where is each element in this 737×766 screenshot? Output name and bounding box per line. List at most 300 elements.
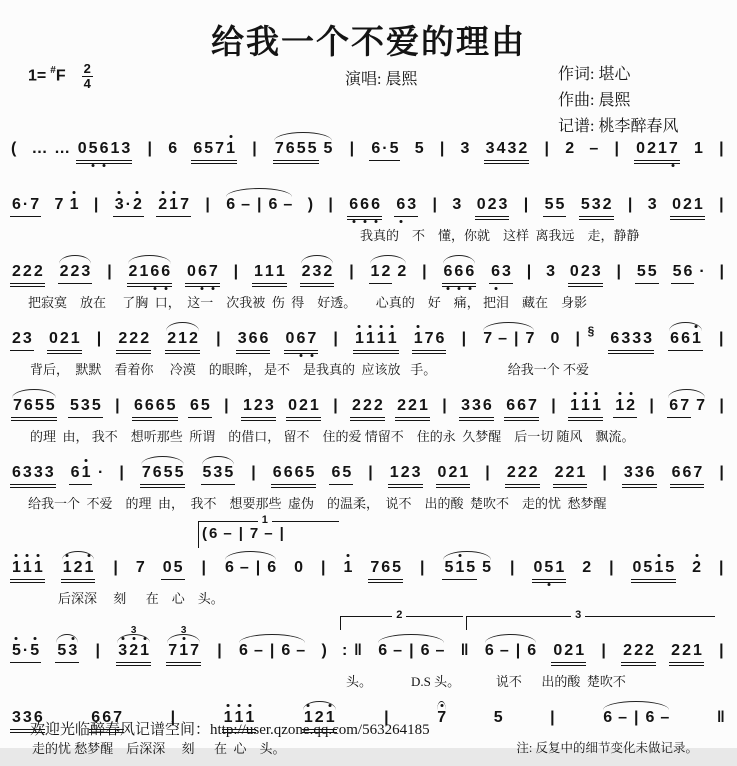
note-digit: 3 (121, 140, 131, 157)
note-digit: 3 (22, 709, 32, 726)
beam-group (127, 263, 173, 287)
note-digit: … (31, 140, 48, 157)
barline: | (526, 263, 532, 280)
note-digit: 3 (632, 330, 642, 347)
barline: | (224, 397, 229, 414)
note-digit: 5 (636, 263, 646, 280)
note-digit: 1 (418, 397, 428, 414)
note-digit: 6 (91, 709, 101, 726)
note-digit: 6 (681, 330, 690, 347)
note-digit: 2 (626, 397, 636, 414)
note-digit: 7 (190, 642, 199, 659)
barline: | (432, 196, 438, 213)
note-digit: 2 (301, 263, 311, 280)
note-digit: 6 (671, 464, 681, 481)
note-digit: 5 (444, 559, 454, 576)
note-digit: 1 (555, 559, 565, 576)
note-digit: 5 (493, 709, 503, 726)
beam-group (286, 397, 321, 421)
note-digit: 1 (243, 397, 252, 414)
note-digit: 6 (152, 464, 162, 481)
staff-line (10, 186, 726, 243)
note-digit: 2 (397, 263, 407, 280)
note-digit: 4 (496, 140, 506, 157)
beam-group (388, 464, 423, 488)
note-digit: 2 (682, 196, 692, 213)
notation-line (10, 130, 726, 164)
barline: | (510, 559, 515, 576)
beam-group (568, 397, 603, 421)
note-digit: 3 (643, 330, 653, 347)
barline: | (115, 397, 120, 414)
note-digit: 5 (342, 464, 352, 481)
volta-number: 1 (258, 514, 272, 526)
notation-line (10, 320, 726, 354)
note-digit: 6 (168, 140, 178, 157)
aug-dot: · (97, 464, 104, 481)
beam-group (551, 642, 586, 666)
slur-arc (54, 642, 80, 663)
note-digit: 2 (299, 397, 308, 414)
footer-link[interactable]: http://user.qzone.qq.com/563264185 (210, 722, 430, 738)
note-digit: 6 (189, 397, 199, 414)
dash-note: – (618, 709, 628, 726)
note-digit: 1 (576, 464, 586, 481)
note-digit: 7 (274, 140, 284, 157)
barline: | (719, 196, 724, 213)
note-digit: 6 (239, 642, 248, 659)
key-signature (28, 62, 93, 90)
note-digit: ‖ (716, 709, 725, 726)
slur-arc (441, 263, 478, 287)
note-digit: 6 (268, 196, 278, 213)
barline: | (95, 642, 100, 659)
barline: | (119, 464, 124, 481)
slur-arc (10, 397, 58, 421)
note-digit: 6 (371, 140, 381, 157)
note-digit: 1 (69, 196, 79, 213)
volta-row (10, 514, 726, 549)
note-digit: 1 (169, 196, 179, 213)
note-digit: 2 (580, 263, 590, 280)
note-digit: 7 (180, 196, 189, 213)
note-digit: 2 (140, 330, 150, 347)
note-digit: 7 (668, 140, 678, 157)
note-digit: 0 (553, 642, 563, 659)
note-digit: 6 (285, 140, 295, 157)
note-digit: 2 (59, 330, 69, 347)
note-digit: 6 (484, 642, 494, 659)
note-digit: 5 (672, 263, 682, 280)
beam-group (543, 196, 567, 217)
barline: | (602, 464, 607, 481)
note-digit: 6 (482, 397, 492, 414)
note-digit: 3 (114, 196, 124, 213)
note-digit: 2 (487, 196, 497, 213)
note-digit: 6 (226, 196, 236, 213)
note-digit: 2 (517, 464, 527, 481)
beam-group (58, 263, 93, 284)
dash-note: – (498, 330, 507, 347)
note-digit: 5 (12, 642, 21, 659)
barline: | (614, 140, 619, 157)
note-digit: 6 (248, 330, 258, 347)
note-digit: 6 (99, 140, 109, 157)
barline: | (252, 140, 257, 157)
beam-group (622, 464, 657, 488)
note-digit: 1 (81, 464, 91, 481)
note-digit: 1 (413, 330, 423, 347)
note-digit: 5 (555, 196, 565, 213)
note-digit: 1 (354, 330, 364, 347)
note-digit: 7 (208, 263, 218, 280)
note-digit: 1 (657, 140, 667, 157)
staff-line (10, 130, 726, 164)
slur-arc (237, 642, 307, 660)
note-digit: 6 (517, 397, 526, 414)
dash-note: – (283, 196, 293, 213)
barline: | (409, 642, 414, 659)
note-digit: 2 (518, 140, 528, 157)
note-digit: 2 (158, 196, 168, 213)
note-digit: 3 (546, 263, 556, 280)
note-digit: 3 (498, 196, 508, 213)
note-digit: 3 (22, 464, 32, 481)
slur-arc (115, 642, 152, 666)
beam-group (132, 397, 178, 421)
staff-line (10, 609, 726, 689)
note-digit: 2 (647, 140, 656, 157)
note-digit: 5 (466, 559, 476, 576)
note-digit: 0 (569, 263, 579, 280)
barline: | (523, 196, 529, 213)
note-digit: 1 (226, 140, 235, 157)
note-digit: 6 (193, 140, 203, 157)
aug-dot: · (125, 196, 131, 213)
note-digit: 1 (387, 330, 397, 347)
barline: | (96, 330, 102, 347)
beam-group (252, 263, 287, 287)
note-digit: 5 (392, 559, 402, 576)
slur-arc (272, 140, 335, 164)
note-digit: 3 (452, 196, 462, 213)
note-digit: 6 (70, 464, 80, 481)
beam-group (201, 464, 236, 485)
note-digit: 3 (213, 464, 223, 481)
note-digit: 7 (525, 330, 535, 347)
staff-line (10, 387, 726, 444)
note-digit: 6 (527, 642, 537, 659)
beam-group (353, 330, 399, 354)
note-digit: 5 (305, 464, 315, 481)
beam-group (61, 559, 96, 583)
note-digit: 6 (283, 464, 293, 481)
barline: | (719, 464, 724, 481)
beam-group (668, 330, 703, 351)
barline: | (485, 464, 490, 481)
beam-group (532, 559, 567, 583)
slur-arc (299, 263, 336, 287)
beam-group (484, 140, 530, 164)
slur-arc (376, 642, 446, 660)
note-digit: 7 (424, 330, 434, 347)
note-digit: 1 (455, 559, 465, 576)
barline: | (649, 397, 654, 414)
note-digit: 2 (671, 642, 681, 659)
note-digit: 0 (672, 196, 681, 213)
note-digit: 5 (647, 263, 657, 280)
notation-line (10, 632, 726, 666)
note-digit: 2 (448, 464, 458, 481)
note-digit: 1 (691, 330, 701, 347)
note-digit: 7 (215, 140, 225, 157)
beam-group (579, 196, 614, 220)
slur-arc (165, 642, 202, 666)
beam-group (504, 397, 539, 421)
lyrics-line: 我真的 不 懂，你就 这样 离我远 走，静静 (360, 228, 640, 243)
beam-group (634, 140, 680, 164)
beam-group (350, 397, 385, 421)
staff-line (10, 320, 726, 377)
note-digit: 2 (400, 464, 410, 481)
aug-dot: · (22, 642, 29, 659)
note-digit: 3 (407, 196, 417, 213)
note-digit: 1 (575, 642, 585, 659)
slur-arc (601, 709, 671, 727)
note-digit: 5 (202, 464, 212, 481)
notation-line (10, 387, 726, 421)
note-digit: 2 (189, 330, 198, 347)
slur-arc (666, 397, 707, 418)
note-digit: 1 (389, 464, 399, 481)
note-digit: 6 (443, 263, 453, 280)
note-digit: 0 (288, 397, 297, 414)
note-digit: 0 (476, 196, 486, 213)
barline: | (368, 464, 373, 481)
beam-group (613, 397, 637, 418)
time-signature (82, 62, 93, 90)
note-digit: 6 (465, 263, 475, 280)
note-digit: 2 (408, 397, 417, 414)
note-digit: 0 (550, 330, 560, 347)
lyrics-line: 把寂寞 放在 了胸 口， 这一 次我被 伤 得 好透。 心真的 好 痛， 把泪 藏在 身影 (28, 295, 588, 310)
barline: | (544, 140, 549, 157)
note-digit: 1 (264, 263, 274, 280)
notation-line (10, 253, 726, 287)
slur-arc (164, 330, 201, 354)
note-digit: 2 (314, 709, 324, 726)
beam-group (489, 263, 513, 284)
note-digit: 3 (472, 397, 481, 414)
note-digit: 2 (352, 397, 361, 414)
note-digit: 5 (389, 140, 399, 157)
note-digit: 2 (528, 464, 538, 481)
dash-note: – (296, 642, 306, 659)
note-digit: 2 (554, 464, 564, 481)
note-digit: 1 (254, 263, 263, 280)
note-digit: 5 (544, 196, 554, 213)
note-digit: 5 (414, 140, 424, 157)
barline: | (515, 642, 521, 659)
note-digit: 6 (33, 709, 43, 726)
note-digit: 2 (623, 642, 633, 659)
note-digit: 6 (23, 397, 33, 414)
note-digit: 2 (132, 196, 142, 213)
beam-group (10, 559, 45, 583)
note-digit: 5 (57, 642, 67, 659)
barline: | (550, 709, 555, 726)
beam-group (55, 642, 79, 663)
note-digit: 0 (632, 559, 642, 576)
meter-denominator: 4 (83, 75, 91, 91)
note-digit: 3 (411, 464, 421, 481)
note-digit: 5 (174, 464, 184, 481)
note-digit: : (342, 642, 348, 659)
barline: | (113, 559, 118, 576)
note-digit: 1 (365, 330, 375, 347)
barline: | (461, 330, 467, 347)
note-digit: 3 (118, 642, 128, 659)
note-digit: 3 (623, 464, 633, 481)
barline: | (514, 330, 519, 347)
lyrics-line: 走的忧 愁梦醒 后深深 刻 在 心 头。 (32, 741, 286, 756)
note-digit: 6 (155, 397, 165, 414)
note-digit: 6 (420, 642, 430, 659)
note-digit: 5 (88, 140, 98, 157)
note-digit: 5 (163, 464, 173, 481)
note-digit: 3 (312, 263, 322, 280)
note-digit: 1 (591, 397, 601, 414)
note-digit: 1 (22, 559, 32, 576)
notation-line (10, 454, 726, 488)
note-digit: 3 (502, 263, 511, 280)
note-digit: 5 (482, 559, 492, 576)
note-digit: 2 (506, 464, 516, 481)
note-digit: 2 (253, 397, 263, 414)
segno-icon: § (587, 324, 595, 338)
beam-group (69, 464, 93, 485)
note-digit: 6 (349, 196, 359, 213)
note-digit: 0 (636, 140, 646, 157)
beam-group (553, 464, 588, 488)
note-digit: 3 (264, 397, 274, 414)
barline: | (269, 642, 275, 659)
barline: | (634, 709, 639, 726)
note-digit: 7 (13, 397, 22, 414)
slur-arc (483, 642, 538, 660)
note-digit: 3 (22, 330, 32, 347)
barline: | (255, 559, 261, 576)
note-digit: 2 (59, 263, 69, 280)
slur-arc (224, 196, 294, 214)
note-digit: 5 (200, 397, 210, 414)
lyrics-line: 的理 由， 我不 想听那些 所谓 的借口， 留不 住的爱 情留不 住的永 久梦醒 后一切 随风 飘流。 (30, 429, 635, 444)
note-digit: … (54, 140, 71, 157)
note-digit: 5 (91, 397, 101, 414)
note-digit: 7 (437, 709, 447, 726)
note-digit: 2 (373, 397, 383, 414)
note-digit: 6 (267, 559, 277, 576)
barline: | (279, 525, 284, 542)
note-digit: 6 (683, 263, 693, 280)
note-digit: 6 (12, 464, 21, 481)
barline: | (718, 559, 724, 576)
footer (30, 718, 430, 739)
note-digit: 2 (692, 559, 702, 576)
beam-group (156, 196, 191, 217)
note-digit: 3 (237, 330, 247, 347)
barline: | (420, 559, 425, 576)
note-digit: 6 (506, 397, 516, 414)
barline: | (333, 397, 338, 414)
staff-line (10, 514, 726, 606)
lyricist-credit: 作词: 堪心 (558, 66, 631, 83)
note-digit: ( (11, 140, 17, 157)
note-digit: 0 (77, 140, 87, 157)
slur-arc (481, 330, 536, 348)
slur-arc (667, 330, 704, 351)
barline: | (384, 709, 389, 726)
volta-bracket (198, 514, 339, 548)
note-digit: 5 (30, 642, 40, 659)
note-digit: 1 (234, 709, 244, 726)
note-digit: 6 (454, 263, 464, 280)
note-digit: 1 (694, 140, 703, 157)
note-digit: 3 (81, 263, 91, 280)
dash-note: – (253, 642, 263, 659)
performer-credit: 演唱: 晨熙 (345, 71, 418, 88)
lyrics-line: 后深深 刻 在 心 头。 (58, 591, 224, 606)
note-digit: 6 (161, 263, 171, 280)
note-digit: 1 (33, 559, 43, 576)
note-digit: 1 (303, 709, 313, 726)
volta-row (10, 609, 726, 632)
note-digit: 5 (45, 397, 55, 414)
volta-number: 2 (392, 609, 406, 621)
aug-dot: · (699, 263, 705, 280)
aug-dot: · (22, 196, 29, 213)
beam-group (442, 263, 477, 287)
beam-group (188, 397, 212, 418)
note-digit: 1 (84, 559, 94, 576)
beam-group (10, 330, 34, 351)
beam-group (369, 140, 400, 161)
note-digit: 5 (296, 140, 306, 157)
note-digit: 6 (381, 559, 391, 576)
note-digit: 5 (34, 397, 44, 414)
barline: | (439, 140, 445, 157)
note-digit: 7 (141, 464, 151, 481)
note-digit: 1 (343, 559, 353, 576)
note-digit: 2 (397, 397, 407, 414)
beam-group (271, 464, 317, 488)
note-digit: 1 (325, 709, 335, 726)
note-digit: 3 (80, 397, 90, 414)
dash-note: – (223, 525, 232, 542)
note-digit: 7 (113, 709, 122, 726)
note-digit: 6 (435, 330, 445, 347)
note-digit: 6 (150, 263, 160, 280)
dash-note: – (264, 525, 273, 542)
note-digit: 1 (570, 397, 580, 414)
note-digit: 7 (135, 559, 145, 576)
footer-text: 欢迎光临醉春风记谱空间： (30, 722, 211, 738)
beam-group (116, 642, 151, 666)
note-digit: 6 (645, 709, 655, 726)
note-digit: 0 (48, 330, 58, 347)
slur-arc (200, 464, 237, 485)
barline: | (257, 196, 262, 213)
